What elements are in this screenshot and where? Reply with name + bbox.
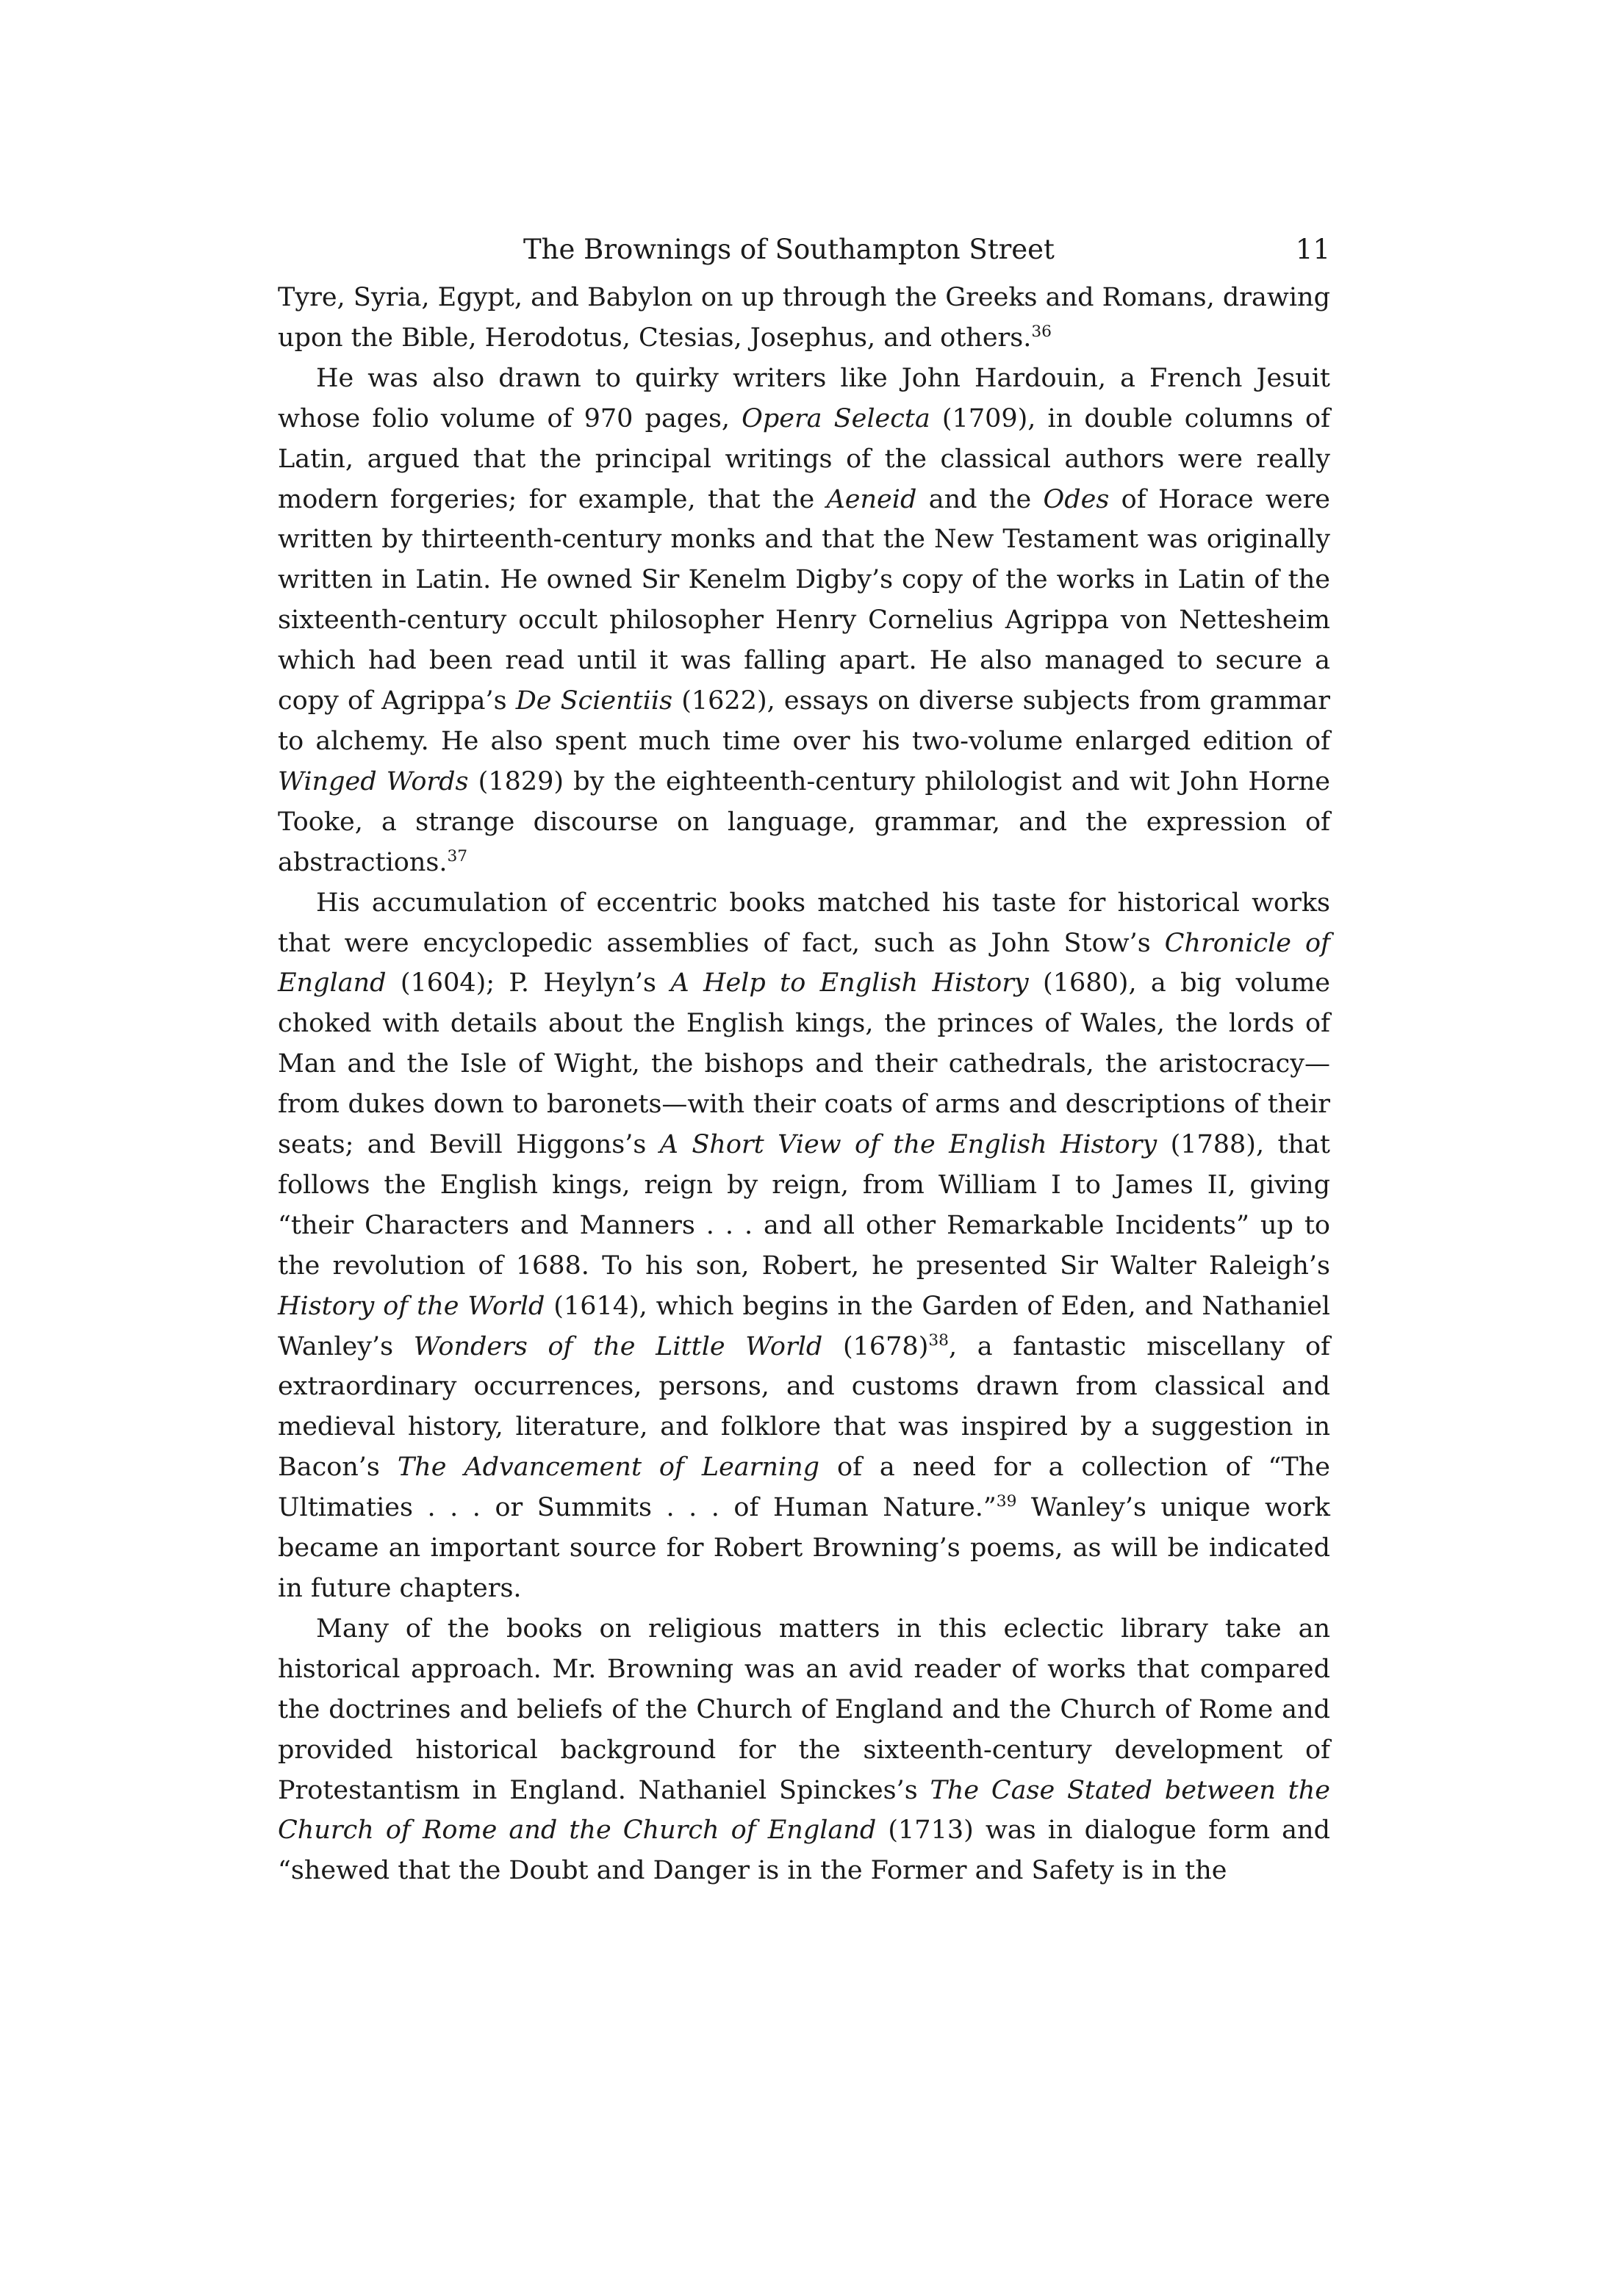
text-run: (1622), essays on diverse subjects from grammar to alchemy. He also spent much time over his two-volume enlarged edition of (278, 686, 1331, 756)
body-text (278, 278, 1330, 1891)
text-run: of a need for a collection of “The Ultimaties . . . or Summits . . . of Human Nature.” (278, 1453, 1331, 1523)
paragraph (278, 278, 1330, 359)
paragraph (278, 883, 1330, 1609)
italic-title: History of the World (278, 1291, 545, 1321)
footnote-reference: 36 (1031, 322, 1052, 341)
text-run: (1604); P. Heylyn’s (386, 968, 671, 998)
italic-title: A Help to English History (670, 968, 1029, 998)
italic-title: A Short View of the English History (659, 1130, 1157, 1160)
paragraph (278, 1609, 1330, 1891)
italic-title: De Scientiis (515, 686, 673, 716)
footnote-reference: 37 (447, 846, 468, 866)
italic-title: Odes (1043, 484, 1110, 514)
text-run: (1614), which begins in the Garden of Eden, and Nathaniel Wanley’s (278, 1291, 1330, 1361)
text-run: Tyre, Syria, Egypt, and Babylon on up through the Greeks and Romans, drawing upon the Bible, Herodotus, Ctesias, Josephus, and others. (278, 283, 1330, 353)
text-run: (1829) by the eighteenth-century philologist and wit John Horne Tooke, a strange discourse on language, grammar, and the expression of abstractions. (278, 766, 1331, 877)
page-number: 11 (1295, 234, 1330, 265)
paragraph (278, 359, 1330, 883)
italic-title: The Case Stated between the Church of Rome and the Church of England (278, 1775, 1330, 1846)
italic-title: Aeneid (826, 484, 917, 514)
text-run: He was also drawn to quirky writers like John Hardouin, a French Jesuit whose folio volume of 970 pages, (278, 363, 1330, 433)
text-run: (1680), a big volume choked with details about the English kings, the princes of Wales, the lords of Man and the Isle of Wight, the bishops and their cathedrals, the aristocracy—from dukes down to baronets—with their coats of arms and descriptions of their seats; and Bevill Higgons’s (278, 968, 1330, 1160)
text-run: of Horace were written by thirteenth-century monks and that the New Testament was originally written in Latin. He owned Sir Kenelm Digby’s copy of the works in Latin of the sixteenth-century occult philosopher Henry Cornelius Agrippa von Nettesheim which had been read until it was falling apart. He also managed to secure a copy of Agrippa’s (278, 484, 1331, 716)
text-run: (1678) (822, 1331, 929, 1361)
running-head-title: The Brownings of Southampton Street (523, 234, 1055, 265)
footnote-reference: 38 (928, 1331, 949, 1350)
text-run: and the (916, 484, 1044, 514)
running-head (278, 228, 1330, 272)
text-run: (1788), that follows the English kings, reign by reign, from William I to James II, giving “their Characters and Manners . . . and all other Remarkable Incidents” up to the revolution of 1688. To his son, Robert, he presented Sir Walter Raleigh’s (278, 1130, 1330, 1281)
text-run: , a fantastic miscellany of extraordinary occurrences, persons, and customs drawn from classical and medieval history, literature, and folklore that was inspired by a suggestion in Bacon’s (278, 1331, 1331, 1483)
italic-title: Wonders of the Little World (413, 1331, 823, 1361)
italic-title: Winged Words (278, 766, 469, 796)
italic-title: The Advancement of Learning (397, 1453, 820, 1483)
text-run: (1709), in double columns of Latin, argued that the principal writings of the classical authors were really modern forgeries; for example, that the (278, 403, 1331, 514)
italic-title: Opera Selecta (742, 403, 930, 433)
italic-title: Chronicle of England (278, 928, 1330, 998)
text-run: His accumulation of eccentric books matched his taste for historical works that were encyclopedic assemblies of fact, such as John Stow’s (278, 888, 1330, 958)
book-page (278, 228, 1330, 1891)
text-run: Many of the books on religious matters in this eclectic library take an historical approach. Mr. Browning was an avid reader of works that compared the doctrines and beliefs of the Church of England and the Church of Rome and provided historical background for the sixteenth-century development of Protestantism in England. Nathaniel Spinckes’s (278, 1613, 1330, 1805)
text-run: (1713) was in dialogue form and “shewed that the Doubt and Danger is in the Former and Safety is in the (278, 1815, 1330, 1886)
footnote-reference: 39 (996, 1492, 1017, 1511)
text-run: Wanley’s unique work became an important source for Robert Browning’s poems, as will be indicated in future chapters. (278, 1493, 1330, 1603)
